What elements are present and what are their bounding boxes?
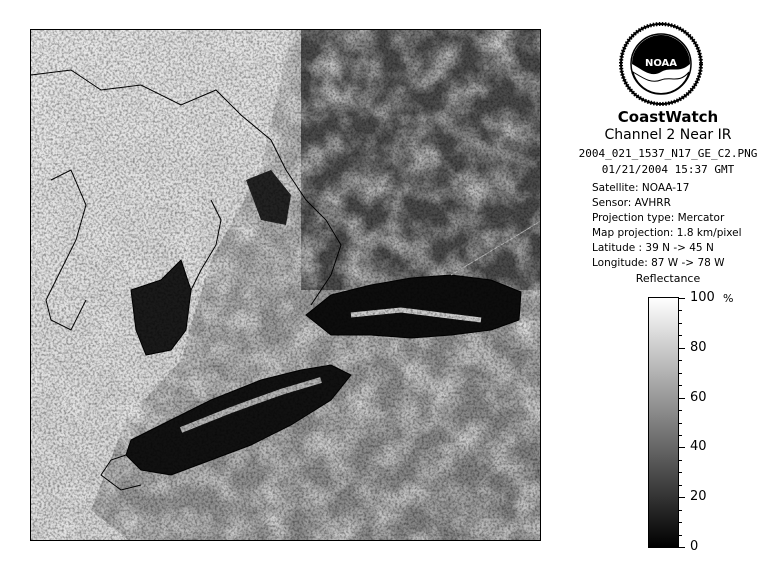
- colorbar-tick-label: 100: [690, 290, 715, 305]
- colorbar-tick-label: 20: [690, 489, 707, 504]
- reflectance-colorbar: [648, 297, 679, 548]
- colorbar-major-tick: [679, 298, 685, 299]
- colorbar-minor-tick: [679, 535, 682, 536]
- satellite-map: [30, 29, 541, 541]
- colorbar-minor-tick: [679, 435, 682, 436]
- colorbar-major-tick: [679, 348, 685, 349]
- colorbar-minor-tick: [679, 522, 682, 523]
- colorbar-minor-tick: [679, 310, 682, 311]
- colorbar-minor-tick: [679, 323, 682, 324]
- colorbar-minor-tick: [679, 460, 682, 461]
- colorbar-minor-tick: [679, 385, 682, 386]
- colorbar-major-tick: [679, 547, 685, 548]
- colorbar-minor-tick: [679, 472, 682, 473]
- colorbar-minor-tick: [679, 410, 682, 411]
- svg-text:NOAA: NOAA: [644, 58, 678, 69]
- latitude-info: Latitude : 39 N -> 45 N: [592, 242, 714, 254]
- acquisition-datetime: 01/21/2004 15:37 GMT: [601, 163, 735, 176]
- colorbar-tick-label: 80: [690, 340, 707, 355]
- image-filename: 2004_021_1537_N17_GE_C2.PNG: [578, 147, 758, 160]
- map-imagery: [31, 30, 541, 541]
- colorbar-tick-label: 40: [690, 439, 707, 454]
- colorbar-minor-tick: [679, 485, 682, 486]
- sensor-info: Sensor: AVHRR: [592, 197, 671, 209]
- colorbar-minor-tick: [679, 510, 682, 511]
- colorbar-major-tick: [679, 398, 685, 399]
- colorbar-minor-tick: [679, 423, 682, 424]
- legend-title: Reflectance: [635, 272, 701, 285]
- legend-unit: %: [723, 292, 734, 305]
- app-title: CoastWatch: [617, 108, 719, 126]
- colorbar-major-tick: [679, 497, 685, 498]
- projection-type-info: Projection type: Mercator: [592, 212, 725, 224]
- channel-label: Channel 2 Near IR: [604, 127, 732, 143]
- colorbar-tick-label: 60: [690, 390, 707, 405]
- satellite-info: Satellite: NOAA-17: [592, 182, 690, 194]
- colorbar-minor-tick: [679, 360, 682, 361]
- colorbar-minor-tick: [679, 373, 682, 374]
- map-projection-info: Map projection: 1.8 km/pixel: [592, 227, 742, 239]
- colorbar-tick-label: 0: [690, 539, 699, 554]
- colorbar-minor-tick: [679, 335, 682, 336]
- longitude-info: Longitude: 87 W -> 78 W: [592, 257, 725, 269]
- noaa-logo: [619, 22, 703, 106]
- colorbar-major-tick: [679, 447, 685, 448]
